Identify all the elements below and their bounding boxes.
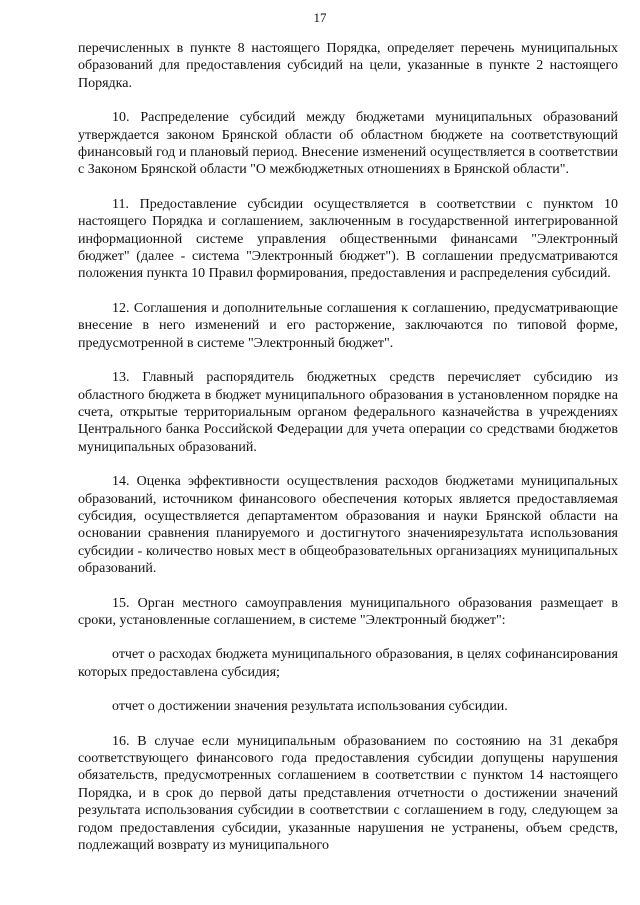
paragraph-15-item-2: отчет о достижении значения результата использования субсидии. <box>112 699 508 715</box>
page-number: 17 <box>313 10 327 25</box>
paragraph-13: 13. Главный распорядитель бюджетных средств перечисляет субсидию из областного бюджета в бюджет муниципального образования в установленном порядке на счета, открытые территориальным органом федерального казначейства в учреждениях Центрального банка Российской Федерации для учета операции со средствами бюджетов муниципальных образований. <box>78 370 618 455</box>
document-body <box>78 40 618 854</box>
paragraph-continuation: перечисленных в пункте 8 настоящего Порядка, определяет перечень муниципальных образований для предоставления субсидий на цели, указанные в пункте 2 настоящего Порядка. <box>78 41 618 91</box>
paragraph-10: 10. Распределение субсидий между бюджетами муниципальных образований утверждается законом Брянской области об областном бюджете на соответствующий финансовый год и плановый период. Внесение изменений осуществляется в соответствии с Законом Брянской области "О межбюджетных отношениях в Брянской области". <box>78 110 618 178</box>
paragraph-15: 15. Орган местного самоуправления муниципального образования размещает в сроки, установленные соглашением, в системе "Электронный бюджет": <box>78 595 618 628</box>
paragraph-15-item-1: отчет о расходах бюджета муниципального образования, в целях софинансирования которых предоставлена субсидия; <box>78 647 618 680</box>
paragraph-16: 16. В случае если муниципальным образованием по состоянию на 31 декабря соответствующего финансового года предоставления субсидии допущены нарушения обязательств, предусмотренных соглашением в соответствии с пунктом 14 настоящего Порядка, и в срок до первой даты представления отчетности о достижении значений результата использования субсидии в соответствии с соглашением в году, следующем за годом предоставления субсидии, указанные нарушения не устранены, объем средств, подлежащий возврату из муниципального <box>78 733 618 854</box>
paragraph-14: 14. Оценка эффективности осуществления расходов бюджетами муниципальных образований, источником финансового обеспечения которых является предоставляемая субсидия, осуществляется департаментом образования и науки Брянской области на основании сравнения планируемого и достигнутого значениярезультата использования субсидии - количество новых мест в общеобразовательных организациях муниципальных образований. <box>78 474 618 577</box>
paragraph-12: 12. Соглашения и дополнительные соглашения к соглашению, предусматривающие внесение в него изменений и его расторжение, заключаются по типовой форме, предусмотренной в системе "Электронный бюджет". <box>78 300 618 351</box>
paragraph-11: 11. Предоставление субсидии осуществляется в соответствии с пунктом 10 настоящего Порядка и соглашением, заключенным в государственной интегрированной информационной системе управления общественными финансами "Электронный бюджет" (далее - система "Электронный бюджет"). В соглашении предусматриваются положения пункта 10 Правил формирования, предоставления и распределения субсидий. <box>78 196 618 282</box>
